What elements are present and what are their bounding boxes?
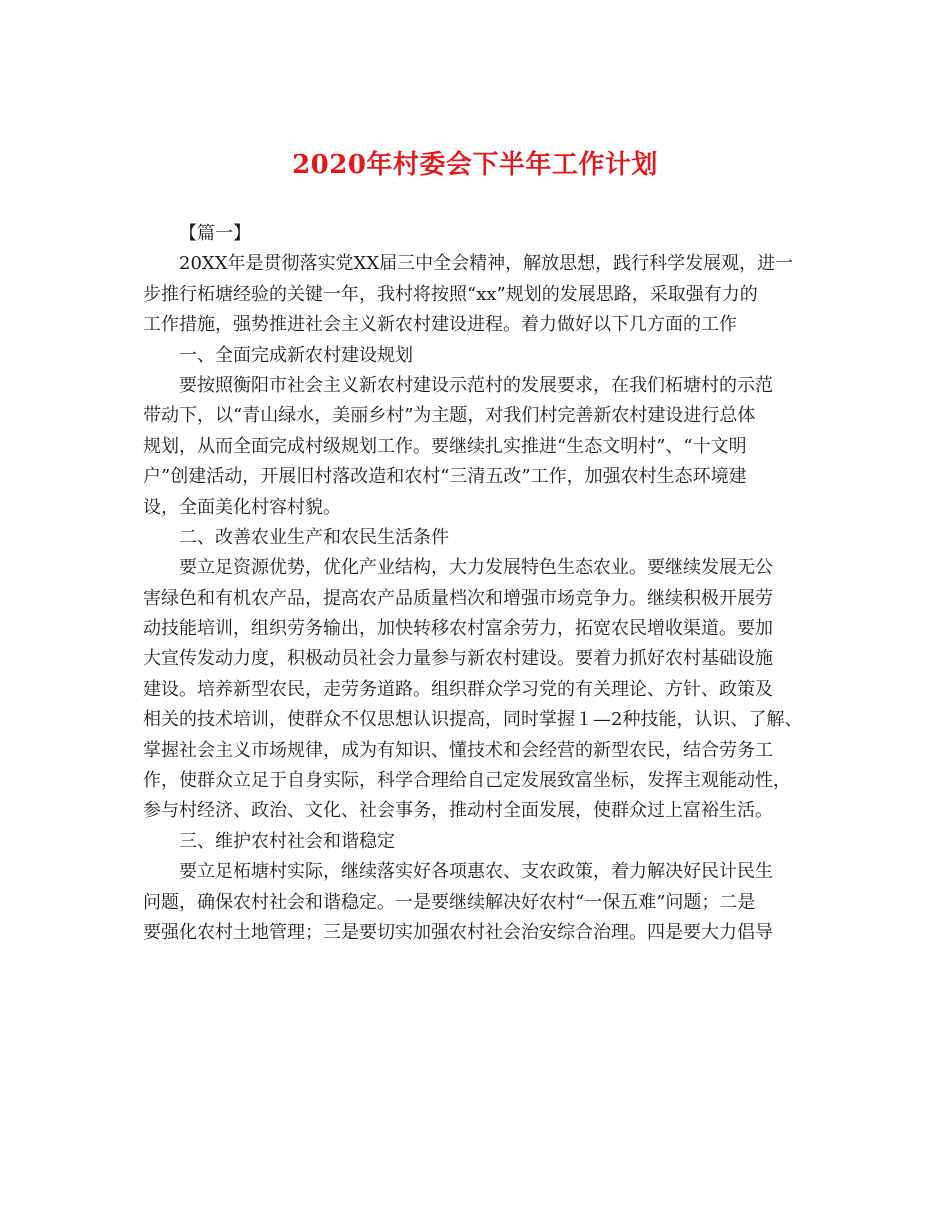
text-line: 户”创建活动，开展旧村落改造和农村“三清五改”工作，加强农村生态环境建 [143, 466, 747, 488]
text-line: 害绿色和有机农产品，提高农产品质量档次和增强市场竞争力。继续积极开展劳 [143, 587, 773, 609]
text-line: 掌握社会主义市场规律，成为有知识、懂技术和会经营的新型农民，结合劳务工 [143, 739, 773, 761]
text-line: 大宣传发动力度，积极动员社会力量参与新农村建设。要着力抓好农村基础设施 [143, 648, 773, 670]
text-line: 要立足柘塘村实际，继续落实好各项惠农、支农政策，着力解决好民计民生 [179, 861, 773, 883]
text-line: 三、维护农村社会和谐稳定 [179, 830, 395, 852]
text-line: 参与村经济、政治、文化、社会事务，推动村全面发展，使群众过上富裕生活。 [143, 800, 773, 822]
text-line: 带动下，以“青山绿水，美丽乡村”为主题，对我们村完善新农村建设进行总体 [143, 405, 756, 427]
text-line: 相关的技术培训，使群众不仅思想认识提高，同时掌握１—2种技能，认识、了解、 [143, 709, 803, 731]
text-line: 要强化农村土地管理；三是要切实加强农村社会治安综合治理。四是要大力倡导 [143, 921, 773, 943]
text-line: 要立足资源优势，优化产业结构，大力发展特色生态农业。要继续发展无公 [179, 557, 773, 579]
text-line: 步推行柘塘经验的关键一年，我村将按照“xx”规划的发展思路，采取强有力的 [143, 283, 758, 305]
text-line: 建设。培养新型农民，走劳务道路。组织群众学习党的有关理论、方针、政策及 [143, 678, 773, 700]
text-line: 问题，确保农村社会和谐稳定。一是要继续解决好农村“一保五难”问题；二是 [143, 891, 756, 913]
text-line: 作，使群众立足于自身实际，科学合理给自己定发展致富坐标，发挥主观能动性， [143, 770, 791, 792]
text-line: 要按照衡阳市社会主义新农村建设示范村的发展要求，在我们柘塘村的示范 [179, 374, 773, 396]
text-line: 一、全面完成新农村建设规划 [179, 344, 413, 366]
page-title: 2020年村委会下半年工作计划 [292, 150, 658, 180]
document-body [143, 219, 823, 948]
text-line: 二、改善农业生产和农民生活条件 [179, 526, 449, 548]
text-line: 【篇一】 [179, 223, 251, 244]
text-line: 动技能培训，组织劳务输出，加快转移农村富余劳力，拓宽农民增收渠道。要加 [143, 618, 773, 640]
text-line: 20XX年是贯彻落实党XX届三中全会精神，解放思想，践行科学发展观，进一 [179, 253, 794, 275]
text-line: 规划，从而全面完成村级规划工作。要继续扎实推进“生态文明村”、“十文明 [143, 435, 747, 457]
text-line: 工作措施，强势推进社会主义新农村建设进程。着力做好以下几方面的工作 [143, 314, 737, 336]
text-line: 设，全面美化村容村貌。 [143, 496, 341, 518]
